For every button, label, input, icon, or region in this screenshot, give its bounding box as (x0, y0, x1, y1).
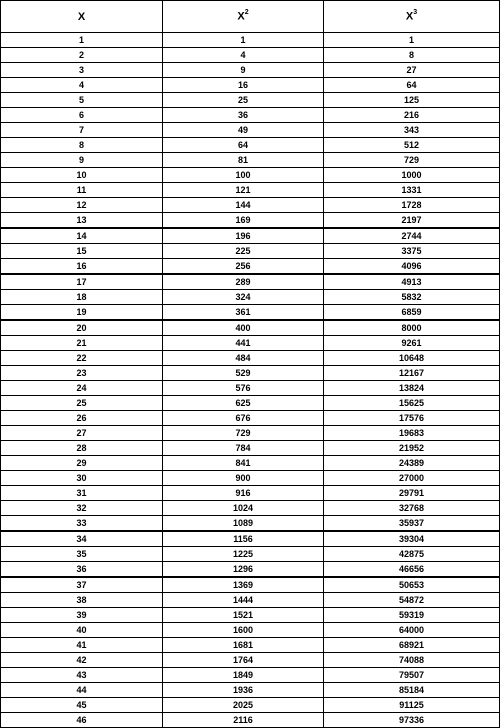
cell-x-cubed: 8 (324, 48, 500, 63)
cell-x-cubed: 35937 (324, 516, 500, 532)
cell-x-squared: 1521 (163, 608, 324, 623)
cell-x: 21 (1, 336, 163, 351)
cell-x: 22 (1, 351, 163, 366)
cell-x: 16 (1, 259, 163, 275)
cell-x-squared: 121 (163, 183, 324, 198)
cell-x-cubed: 64000 (324, 623, 500, 638)
table-row (1, 456, 500, 471)
cell-x-cubed: 2744 (324, 228, 500, 244)
cell-x: 38 (1, 593, 163, 608)
cell-x-cubed: 24389 (324, 456, 500, 471)
cell-x-squared: 1444 (163, 593, 324, 608)
table-row (1, 698, 500, 713)
cell-x: 30 (1, 471, 163, 486)
cell-x: 10 (1, 168, 163, 183)
cell-x-squared: 100 (163, 168, 324, 183)
table-row (1, 351, 500, 366)
table-row (1, 441, 500, 456)
table-row (1, 123, 500, 138)
cell-x: 27 (1, 426, 163, 441)
cell-x: 34 (1, 531, 163, 547)
cell-x-squared: 2116 (163, 713, 324, 728)
table-row (1, 259, 500, 275)
cell-x-squared: 625 (163, 396, 324, 411)
cell-x: 45 (1, 698, 163, 713)
cell-x-squared: 169 (163, 213, 324, 229)
cell-x-cubed: 8000 (324, 320, 500, 336)
cell-x-squared: 441 (163, 336, 324, 351)
table-row (1, 593, 500, 608)
cell-x-cubed: 59319 (324, 608, 500, 623)
cell-x: 1 (1, 33, 163, 48)
cell-x-cubed: 85184 (324, 683, 500, 698)
cell-x-cubed: 27000 (324, 471, 500, 486)
cell-x-squared: 16 (163, 78, 324, 93)
cell-x-cubed: 9261 (324, 336, 500, 351)
cell-x-squared: 1600 (163, 623, 324, 638)
cell-x: 15 (1, 244, 163, 259)
cell-x: 19 (1, 305, 163, 321)
cell-x-squared: 1764 (163, 653, 324, 668)
cell-x-cubed: 54872 (324, 593, 500, 608)
table-row (1, 547, 500, 562)
cell-x: 33 (1, 516, 163, 532)
cell-x-cubed: 5832 (324, 290, 500, 305)
table-row (1, 48, 500, 63)
cell-x-cubed: 64 (324, 78, 500, 93)
cell-x-squared: 144 (163, 198, 324, 213)
cell-x-cubed: 1 (324, 33, 500, 48)
table-row (1, 213, 500, 229)
cell-x: 5 (1, 93, 163, 108)
cell-x: 41 (1, 638, 163, 653)
header-x: X (1, 1, 163, 33)
table-row (1, 78, 500, 93)
table-row (1, 366, 500, 381)
cell-x-cubed: 29791 (324, 486, 500, 501)
table-row (1, 320, 500, 336)
cell-x-cubed: 1728 (324, 198, 500, 213)
table-row (1, 336, 500, 351)
header-x-squared: $X^2$ (163, 1, 324, 33)
cell-x-squared: 361 (163, 305, 324, 321)
cell-x-cubed: 79507 (324, 668, 500, 683)
cell-x-cubed: 32768 (324, 501, 500, 516)
cell-x: 31 (1, 486, 163, 501)
cell-x: 46 (1, 713, 163, 728)
cell-x-cubed: 512 (324, 138, 500, 153)
table-body (1, 33, 500, 728)
cell-x-squared: 1369 (163, 577, 324, 593)
cell-x-squared: 2025 (163, 698, 324, 713)
cell-x-cubed: 3375 (324, 244, 500, 259)
table-row (1, 486, 500, 501)
cell-x: 29 (1, 456, 163, 471)
cell-x-squared: 841 (163, 456, 324, 471)
cell-x: 12 (1, 198, 163, 213)
cell-x-cubed: 91125 (324, 698, 500, 713)
cell-x: 43 (1, 668, 163, 683)
table-row (1, 274, 500, 290)
cell-x-squared: 1849 (163, 668, 324, 683)
table-row (1, 63, 500, 78)
cell-x-squared: 1225 (163, 547, 324, 562)
cell-x-squared: 25 (163, 93, 324, 108)
cell-x: 3 (1, 63, 163, 78)
cell-x: 11 (1, 183, 163, 198)
cell-x: 13 (1, 213, 163, 229)
cell-x: 32 (1, 501, 163, 516)
cell-x-cubed: 19683 (324, 426, 500, 441)
cell-x: 4 (1, 78, 163, 93)
cell-x-squared: 1 (163, 33, 324, 48)
cell-x: 8 (1, 138, 163, 153)
cell-x: 25 (1, 396, 163, 411)
table-row (1, 471, 500, 486)
cell-x: 35 (1, 547, 163, 562)
cell-x: 6 (1, 108, 163, 123)
cell-x-cubed: 216 (324, 108, 500, 123)
cell-x-cubed: 27 (324, 63, 500, 78)
table-row (1, 638, 500, 653)
table-row (1, 153, 500, 168)
header-row (1, 1, 500, 33)
cell-x-cubed: 21952 (324, 441, 500, 456)
cell-x-squared: 1089 (163, 516, 324, 532)
table-row (1, 108, 500, 123)
cell-x-cubed: 10648 (324, 351, 500, 366)
cell-x-cubed: 97336 (324, 713, 500, 728)
cell-x-cubed: 125 (324, 93, 500, 108)
cell-x-squared: 1024 (163, 501, 324, 516)
table-row (1, 228, 500, 244)
cell-x-squared: 729 (163, 426, 324, 441)
cell-x-squared: 529 (163, 366, 324, 381)
cell-x: 20 (1, 320, 163, 336)
table-row (1, 426, 500, 441)
cell-x-cubed: 343 (324, 123, 500, 138)
cell-x: 7 (1, 123, 163, 138)
cell-x-squared: 256 (163, 259, 324, 275)
cell-x: 14 (1, 228, 163, 244)
cell-x-cubed: 46656 (324, 562, 500, 578)
table-row (1, 623, 500, 638)
cell-x-squared: 36 (163, 108, 324, 123)
cell-x: 28 (1, 441, 163, 456)
table-row (1, 577, 500, 593)
cell-x-squared: 900 (163, 471, 324, 486)
cell-x-squared: 49 (163, 123, 324, 138)
cell-x: 23 (1, 366, 163, 381)
cell-x: 44 (1, 683, 163, 698)
table-row (1, 396, 500, 411)
cell-x-squared: 225 (163, 244, 324, 259)
table-row (1, 501, 500, 516)
cell-x-cubed: 15625 (324, 396, 500, 411)
cell-x-squared: 484 (163, 351, 324, 366)
cell-x-squared: 4 (163, 48, 324, 63)
cell-x-cubed: 6859 (324, 305, 500, 321)
cell-x-cubed: 42875 (324, 547, 500, 562)
cell-x-squared: 9 (163, 63, 324, 78)
cell-x-cubed: 2197 (324, 213, 500, 229)
cell-x-cubed: 74088 (324, 653, 500, 668)
table-row (1, 198, 500, 213)
cell-x-cubed: 12167 (324, 366, 500, 381)
cell-x-squared: 196 (163, 228, 324, 244)
cell-x: 17 (1, 274, 163, 290)
cell-x: 26 (1, 411, 163, 426)
table-row (1, 562, 500, 578)
cell-x-squared: 1936 (163, 683, 324, 698)
cell-x-squared: 916 (163, 486, 324, 501)
cell-x: 24 (1, 381, 163, 396)
cell-x-squared: 576 (163, 381, 324, 396)
header-x-cubed: $X^3$ (324, 1, 500, 33)
table-row (1, 683, 500, 698)
table-row (1, 668, 500, 683)
cell-x-cubed: 4096 (324, 259, 500, 275)
cell-x: 9 (1, 153, 163, 168)
table-row (1, 305, 500, 321)
cell-x: 37 (1, 577, 163, 593)
cell-x-cubed: 39304 (324, 531, 500, 547)
cell-x-squared: 64 (163, 138, 324, 153)
table-row (1, 168, 500, 183)
cell-x-squared: 289 (163, 274, 324, 290)
cell-x: 2 (1, 48, 163, 63)
cell-x: 36 (1, 562, 163, 578)
table-row (1, 713, 500, 728)
table-row (1, 33, 500, 48)
cell-x: 18 (1, 290, 163, 305)
cell-x: 40 (1, 623, 163, 638)
cell-x-squared: 1156 (163, 531, 324, 547)
table-row (1, 653, 500, 668)
cell-x-squared: 400 (163, 320, 324, 336)
table-row (1, 411, 500, 426)
cell-x-squared: 81 (163, 153, 324, 168)
cell-x-squared: 324 (163, 290, 324, 305)
cell-x-cubed: 4913 (324, 274, 500, 290)
cell-x-cubed: 13824 (324, 381, 500, 396)
cell-x-cubed: 68921 (324, 638, 500, 653)
table-row (1, 516, 500, 532)
table-row (1, 244, 500, 259)
table-row (1, 138, 500, 153)
table-row (1, 183, 500, 198)
cell-x-squared: 784 (163, 441, 324, 456)
cell-x-cubed: 1331 (324, 183, 500, 198)
cell-x-cubed: 1000 (324, 168, 500, 183)
cell-x: 42 (1, 653, 163, 668)
table-row (1, 93, 500, 108)
cell-x-squared: 1681 (163, 638, 324, 653)
table-row (1, 381, 500, 396)
table-row (1, 608, 500, 623)
cell-x-squared: 676 (163, 411, 324, 426)
cell-x-cubed: 17576 (324, 411, 500, 426)
table-row (1, 531, 500, 547)
table-row (1, 290, 500, 305)
cell-x-cubed: 729 (324, 153, 500, 168)
cell-x-cubed: 50653 (324, 577, 500, 593)
cell-x-squared: 1296 (163, 562, 324, 578)
cell-x: 39 (1, 608, 163, 623)
